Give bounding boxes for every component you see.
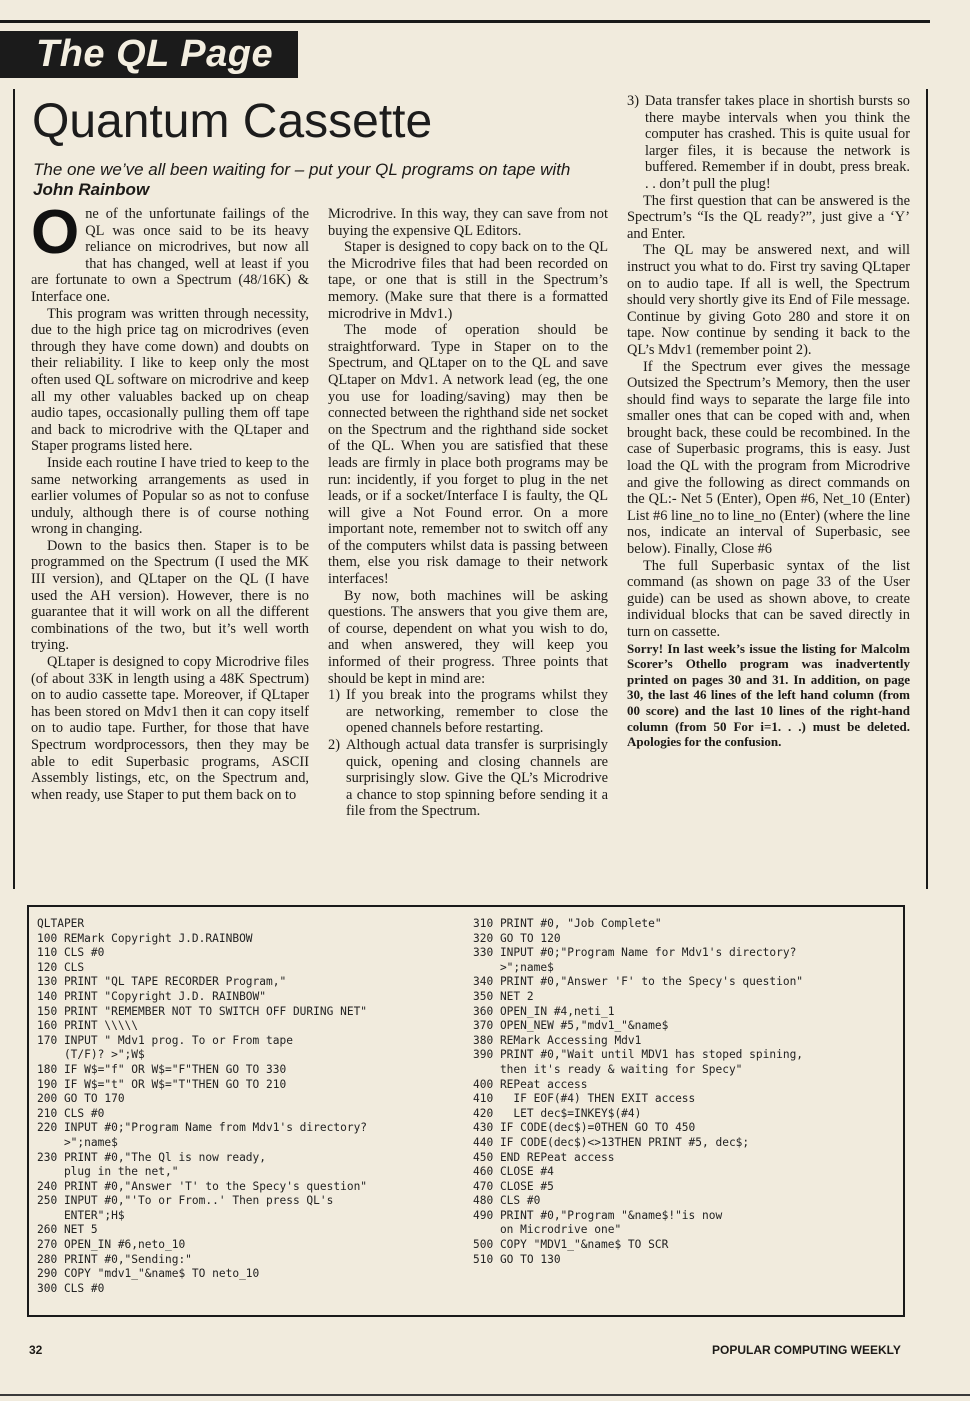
paragraph-4: Down to the basics then. Staper is to be programmed on the Spectrum (I used the MK III version), and QLtaper on the QL (I have used the AH version). However, there is no guarantee that it will work on all the different combinations of the two, but it’s well worth trying. <box>31 537 309 654</box>
code-line: 210 CLS #0 <box>37 1106 105 1120</box>
code-line: 500 COPY "MDV1_"&name$ TO SCR <box>473 1238 669 1252</box>
code-line: 360 OPEN_IN #4,neti_1 <box>473 1004 615 1018</box>
points-list <box>328 687 608 820</box>
bottom-rule <box>0 1394 970 1396</box>
paragraph-6: Microdrive. In this way, they can save from not buying the expensive QL Editors. <box>328 206 608 239</box>
code-line: 420 LET dec$=INKEY$(#4) <box>473 1106 642 1120</box>
code-line: 230 PRINT #0,"The Ql is now ready, <box>37 1150 267 1164</box>
paragraph-10: The first question that can be answered is the Spectrum’s “Is the QL ready?”, just give a ‘Y’ and Enter. <box>627 192 910 242</box>
correction-note: Sorry! In last week’s issue the listing for Malcolm Scorer’s Othello program was inadvertently printed on pages 30 and 31. In addition, on page 30, the last 46 lines of the left hand column (from 00 score) and the last 10 lines of the right-hand column (from 50 For i=1. . .) must be deleted. Apologies for the confusion. <box>627 640 910 750</box>
code-line: 440 IF CODE(dec$)<>13THEN PRINT #5, dec$; <box>473 1135 750 1149</box>
paragraph-12: If the Spectrum ever gives the message Outsized the Spectrum’s Memory, then the user should find ways to separate the large file into smaller ones that can be coped with and, when brought back, these could be recombined. In the case of Superbasic programs, this is easy. Just load the QL with the program from Microdrive and give the following as direct commands on the QL:- Net 5 (Enter), Open #6, Net_10 (Enter) List #6 line_no to line_no (Enter) (where the line nos, indicate an interval of Superbasic, see below). Finally, Close #6 <box>627 358 910 558</box>
code-line: 400 REPeat access <box>473 1077 588 1091</box>
code-line: 460 CLOSE #4 <box>473 1165 554 1179</box>
article-column-1 <box>31 198 309 803</box>
points-list-continued <box>627 93 910 193</box>
code-line: 310 PRINT #0, "Job Complete" <box>473 917 662 930</box>
code-line: 120 CLS <box>37 960 85 974</box>
code-line: 490 PRINT #0,"Program "&name$!"is now <box>473 1208 723 1222</box>
code-line: 100 REMark Copyright J.D.RAINBOW <box>37 931 253 945</box>
code-line: then it's ready & waiting for Specy" <box>473 1062 743 1076</box>
code-line: 250 INPUT #0,"'To or From..' Then press QL's <box>37 1194 334 1208</box>
code-line: 170 INPUT " Mdv1 prog. To or From tape <box>37 1033 293 1047</box>
code-line: 430 IF CODE(dec$)=0THEN GO TO 450 <box>473 1121 696 1135</box>
code-line: 190 IF W$="t" OR W$="T"THEN GO TO 210 <box>37 1077 287 1091</box>
paragraph-8: The mode of operation should be straightforward. Type in Staper on to the Spectrum, and QLtaper on to the QL and save QLtaper on Mdv1. A network lead (eg, the one you use for loading/saving) may then be connected between the righthand side net socket on the Spectrum and the righthand side socket of the QL. When you are satisfied that these leads are firmly in place both programs may be run: incidently, if you forget to plug in the net leads, or if a socket/Interface I is faulty, the QL will give a Not Found error. On a more important note, remember not to switch off any of the computers whilst data is passing between them, else you risk damage to their network interfaces! <box>328 322 608 588</box>
paragraph-1: One of the unfortunate failings of the QL was once said to be its heavy reliance on microdrives, but now all that has changed, well at least if you are fortunate to own a Spectrum (48/16K) & Interface one. <box>31 198 309 305</box>
code-line: plug in the net," <box>37 1165 179 1179</box>
code-line: 380 REMark Accessing Mdv1 <box>473 1033 642 1047</box>
code-line: >";name$ <box>473 960 554 974</box>
code-line: 180 IF W$="f" OR W$="F"THEN GO TO 330 <box>37 1062 287 1076</box>
code-line: >";name$ <box>37 1135 118 1149</box>
code-line: 470 CLOSE #5 <box>473 1179 554 1193</box>
right-frame-rule <box>926 89 928 889</box>
paragraph-13: The full Superbasic syntax of the list command (as shown on page 33 of the User guide) can be used as shown above, to create individual blocks that can be saved directly in turn on cassette. <box>627 557 910 640</box>
list-item: 2) Although actual data transfer is surprisingly quick, opening and closing channels are surprisingly slow. Give the QL’s Microdrive a chance to stop spinning before sending it a file from the Spectrum. <box>328 737 608 820</box>
standfirst <box>33 160 593 200</box>
code-line: 330 INPUT #0;"Program Name for Mdv1's directory? <box>473 946 797 960</box>
code-line: 200 GO TO 170 <box>37 1092 125 1106</box>
code-line: 110 CLS #0 <box>37 946 105 960</box>
list-item: 3) Data transfer takes place in shortish bursts so there maybe intervals when you think the computer has crashed. This is quite usual for larger files, it is because the network is buffered. Remember if in doubt, press break. . . don’t pull the plug! <box>627 93 910 192</box>
code-line: 280 PRINT #0,"Sending:" <box>37 1252 192 1266</box>
code-line: 340 PRINT #0,"Answer 'F' to the Specy's question" <box>473 975 804 989</box>
code-line: 160 PRINT \\\\\ <box>37 1019 139 1033</box>
article-column-3 <box>627 93 910 750</box>
page-number: 32 <box>29 1343 43 1357</box>
paragraph-7: Staper is designed to copy back on to the QL the Microdrive files that had been recorded on tape, or one that is still in the Spectrum’s memory. (Make sure that there is a formatted microdrive in Mdv1.) <box>328 239 608 322</box>
code-line: 350 NET 2 <box>473 989 534 1003</box>
code-line: 410 IF EOF(#4) THEN EXIT access <box>473 1092 696 1106</box>
code-line: (T/F)? >";W$ <box>37 1048 145 1062</box>
code-line: 450 END REPeat access <box>473 1150 615 1164</box>
drop-cap: O <box>31 198 80 267</box>
section-banner: The QL Page <box>0 31 298 78</box>
code-line: 320 GO TO 120 <box>473 931 561 945</box>
code-line: 130 PRINT "QL TAPE RECORDER Program," <box>37 975 287 989</box>
top-rule <box>0 20 930 23</box>
code-line: 510 GO TO 130 <box>473 1252 561 1266</box>
code-line: 270 OPEN_IN #6,neto_10 <box>37 1238 186 1252</box>
code-line: 370 OPEN_NEW #5,"mdv1_"&name$ <box>473 1019 669 1033</box>
code-line: 390 PRINT #0,"Wait until MDV1 has stoped spining, <box>473 1048 804 1062</box>
code-line: QLTAPER <box>37 917 85 930</box>
program-listing-box <box>27 905 905 1317</box>
paragraph-11: The QL may be answered next, and will instruct you what to do. First try saving QLtaper on to audio tape. If all is well, the Spectrum should very shortly give its End of File message. Continue by giving Goto 280 and store it on tape. Now continue by sending it back to the QL’s Mdv1 (remember point 2). <box>627 242 910 358</box>
code-line: ENTER";H$ <box>37 1208 125 1222</box>
code-line: 260 NET 5 <box>37 1223 98 1237</box>
code-line: 300 CLS #0 <box>37 1281 105 1295</box>
paragraph-2: This program was written through necessity, due to the high price tag on microdrives (even through they have come down) and doubts on their reliability. I like to keep only the most often used QL software on microdrive and keep all my other valuables backed up on cheap audio tapes, occasionally pulling them off tape and back to microdrive with the QLtaper and Staper programs listed here. <box>31 305 309 455</box>
code-line: 290 COPY "mdv1_"&name$ TO neto_10 <box>37 1267 260 1281</box>
paragraph-3: Inside each routine I have tried to keep to the same networking arrangements as used in earlier volumes of Popular so as not to confuse unduly, although there is of course nothing wrong in changing. <box>31 454 309 538</box>
code-line: 140 PRINT "Copyright J.D. RAINBOW" <box>37 989 267 1003</box>
listing-right-column <box>473 917 903 1267</box>
left-frame-rule <box>13 89 15 889</box>
paragraph-9: By now, both machines will be asking questions. The answers that you give them are, of course, dependent on what you wish to do, and when answered, they will keep you informed of their progress. Three points that should be kept in mind are: <box>328 587 608 687</box>
listing-left-column <box>37 917 477 1296</box>
code-line: 150 PRINT "REMEMBER NOT TO SWITCH OFF DURING NET" <box>37 1004 368 1018</box>
author-name: John Rainbow <box>33 180 150 199</box>
code-line: on Microdrive one" <box>473 1223 622 1237</box>
code-line: 480 CLS #0 <box>473 1194 541 1208</box>
article-title: Quantum Cassette <box>32 95 433 148</box>
list-item: 1) If you break into the programs whilst they are networking, remember to close the opened channels before restarting. <box>328 687 608 737</box>
paragraph-5: QLtaper is designed to copy Microdrive files (of about 33K in length using a 48K Spectrum) on to audio cassette tape. Moreover, if QLtaper has been stored on Mdv1 then it can copy itself on to audio tape. Further, for those that have Spectrum wordprocessors, then they may be able to edit Superbasic programs, ASCII Assembly listings, etc, on the Spectrum and, when ready, use Staper to put them back on to <box>31 654 309 803</box>
magazine-name: POPULAR COMPUTING WEEKLY <box>712 1343 901 1357</box>
article-column-2 <box>328 206 608 820</box>
code-line: 220 INPUT #0;"Program Name from Mdv1's directory? <box>37 1121 368 1135</box>
code-line: 240 PRINT #0,"Answer 'T' to the Specy's question" <box>37 1179 368 1193</box>
standfirst-text: The one we’ve all been waiting for – put your QL programs on tape with <box>33 160 571 179</box>
